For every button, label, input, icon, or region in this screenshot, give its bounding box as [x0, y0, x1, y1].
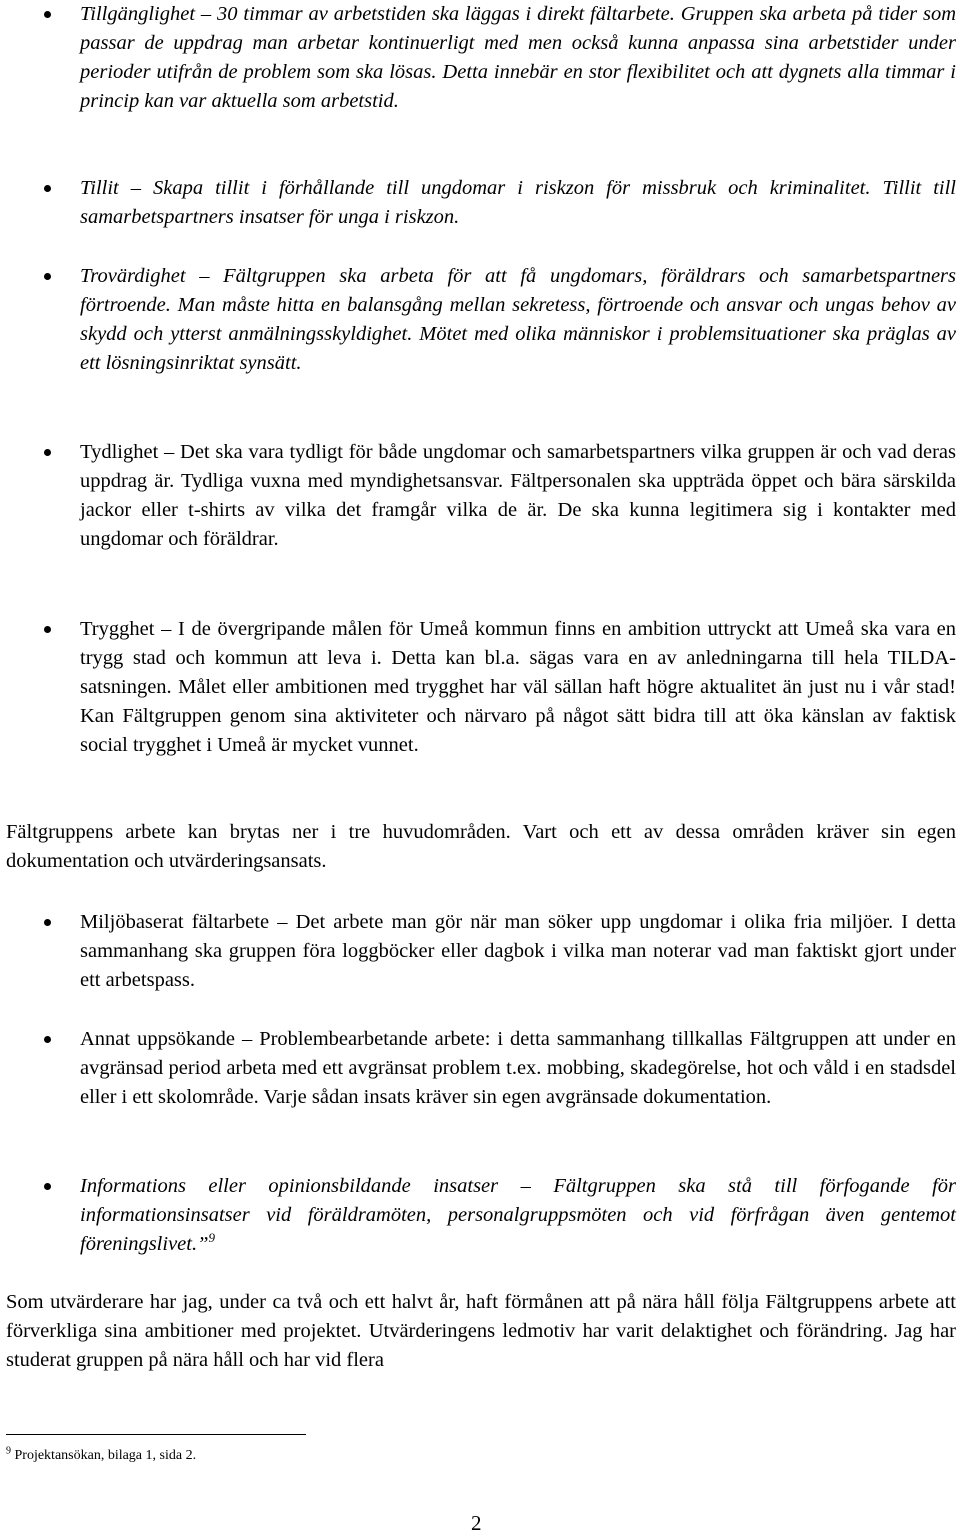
bullet-icon: [44, 11, 51, 18]
item-text: Det arbete man gör när man söker upp ungdomar i olika fria miljöer. I detta sammanhang ska gruppen föra loggböcker eller dagbok i vilka man noterar vad man faktiskt gjort under ett arbetspass.: [80, 911, 957, 991]
footnote-text: Projektansökan, bilaga 1, sida 2.: [14, 1448, 197, 1463]
list-item: [6, 262, 956, 378]
item-text: Fältgruppen ska stå till förfogande för informationsinsatser vid föräldramöten, personalgruppsmöten och vid förfrågan även gentemot föreningslivet.”: [80, 1175, 957, 1255]
item-dash: –: [200, 3, 212, 25]
item-title: Trovärdighet: [80, 265, 186, 287]
list-item: [6, 615, 956, 760]
footnote: [6, 1447, 196, 1465]
bullet-icon: [44, 273, 51, 280]
item-dash: –: [164, 441, 175, 463]
bullet-icon: [44, 1183, 51, 1190]
footnote-reference[interactable]: 9: [208, 1230, 215, 1246]
bullet-icon: [44, 449, 51, 456]
item-text: Fältgruppen ska arbeta för att få ungdomars, föräldrars och samarbetspartners förtroende. Man måste hitta en balansgång mellan sekretess, förtroende och ansvar och ungas behov av skydd och ytterst anmälningsskyldighet. Mötet med olika människor i problemsituationer ska präglas av ett lösningsinriktat synsätt.: [80, 265, 957, 374]
item-text: Problembearbetande arbete: i detta sammanhang tillkallas Fältgruppen att under en avgränsad period arbeta med ett avgränsat problem t.ex. mobbing, skadegörelse, hot och våld i en stadsdel eller i ett skolområde. Varje sådan insats kräver sin egen avgränsade dokumentation.: [80, 1028, 956, 1108]
item-dash: –: [130, 177, 141, 199]
page-number: 2: [471, 1511, 482, 1535]
item-text: Det ska vara tydligt för både ungdomar och samarbetspartners vilka gruppen är och vad deras uppdrag är. Tydliga vuxna med myndighetsansvar. Fältpersonalen ska uppträda öppet och bära särskilda jackor eller t-shirts av vilka det framgår vilka de är. De ska kunna legitimera sig i kontakter med ungdomar och föräldrar.: [80, 441, 957, 550]
item-dash: –: [277, 911, 288, 933]
item-dash: –: [241, 1028, 253, 1050]
item-text: 30 timmar av arbetstiden ska läggas i direkt fältarbete. Gruppen ska arbeta på tider som passar de uppdrag man arbetar kontinuerligt med men också kunna anpassa sina arbetstider under perioder utifrån de problem som ska lösas. Detta innebär en stor flexibilitet och att dygnets alla timmar i princip kan var aktuella som arbetstid.: [80, 3, 957, 112]
list-item: [6, 0, 956, 116]
item-title: Tillit: [80, 177, 119, 199]
item-title: Tydlighet: [80, 441, 159, 463]
item-dash: –: [520, 1175, 531, 1197]
item-title: Trygghet: [80, 618, 155, 640]
list-item: [6, 1025, 956, 1112]
list-item: [6, 438, 956, 554]
list-item: [6, 1172, 956, 1259]
bullet-icon: [44, 185, 51, 192]
list-item: [6, 174, 956, 232]
item-title: Informations eller opinionsbildande insatser: [80, 1175, 499, 1197]
body-paragraph: Som utvärderare har jag, under ca två och ett halvt år, haft förmånen att på nära håll följa Fältgruppens arbete att förverkliga sina ambitioner med projektet. Utvärderingens ledmotiv har varit delaktighet och förändring. Jag har studerat gruppen på nära håll och har vid flera: [6, 1291, 956, 1371]
item-title: Annat uppsökande: [80, 1028, 235, 1050]
list-item: [6, 908, 956, 995]
item-title: Tillgänglighet: [80, 3, 196, 25]
footnote-number: 9: [6, 1445, 11, 1457]
item-dash: –: [161, 618, 172, 640]
bullet-icon: [44, 919, 51, 926]
bullet-icon: [44, 1036, 51, 1043]
item-text: Skapa tillit i förhållande till ungdomar i riskzon för missbruk och kriminalitet. Tillit till samarbetspartners insatser för unga i riskzon.: [80, 177, 957, 228]
bullet-icon: [44, 626, 51, 633]
item-dash: –: [199, 265, 210, 287]
footnote-divider: [6, 1434, 306, 1435]
body-paragraph: Fältgruppens arbete kan brytas ner i tre huvudområden. Vart och ett av dessa områden kräver sin egen dokumentation och utvärderingsansats.: [6, 821, 956, 872]
item-text: I de övergripande målen för Umeå kommun finns en ambition uttryckt att Umeå ska vara en trygg stad och kommun att leva i. Detta kan bl.a. sägas vara en av anledningarna till hela TILDA-satsningen. Målet eller ambitionen med trygghet har väl sällan haft högre aktualitet än just nu i vår stad! Kan Fältgruppen genom sina aktiviteter och närvaro på något sätt bidra till att öka känslan av faktisk social trygghet i Umeå är mycket vunnet.: [80, 618, 956, 756]
item-title: Miljöbaserat fältarbete: [80, 911, 270, 933]
